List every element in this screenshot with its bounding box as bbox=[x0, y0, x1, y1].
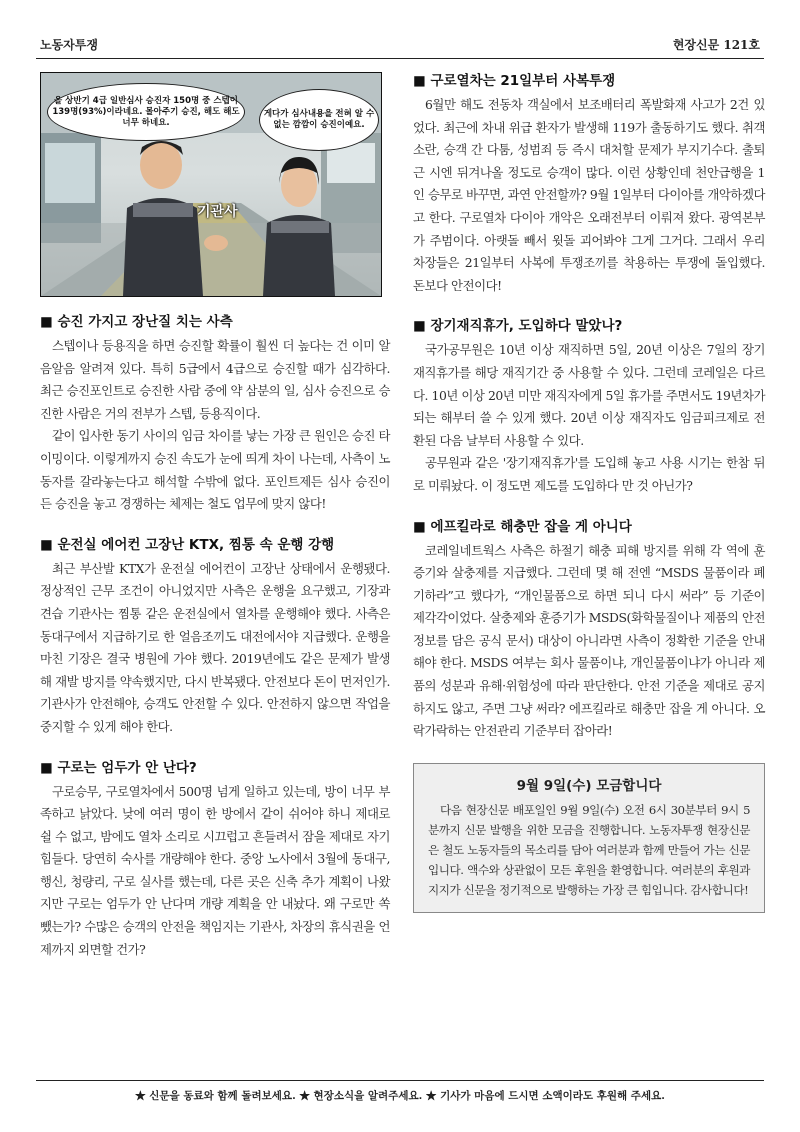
article-paragraph: 6월만 해도 전동차 객실에서 보조배터리 폭발화재 사고가 2건 있었다. 최근에 차내 위급 환자가 발생해 119가 출동하기도 했다. 취객 소란, 승객 간 다툼, 성범죄 등 즉시 대처할 문제가 부지기수다. 출퇴근 시엔 뒤겨나올 정도로 승객이 많다. 이런 상황인데 천안급행을 1인 승무로 바꾸면, 과연 안전할까? 9월 1일부터 다이아를 개악하겠다고 한다. 구로열차 다이아 개악은 오래전부터 이뤄져 왔다. 광역본부가 주범이다. 아랫돌 빼서 윗돌 괴어봐야 그게 그거다. 그래서 우리 차장들은 21일부터 사복에 투쟁조끼를 착용하는 투쟁에 돌입했다. 돈보다 안전이다! bbox=[413, 97, 765, 293]
article-title: ■ 승진 가지고 장난질 치는 사측 bbox=[40, 314, 233, 330]
right-column bbox=[413, 72, 765, 913]
article-paragraph: 구로승무, 구로열차에서 500명 넘게 일하고 있는데, 방이 너무 부족하고 낡았다. 낮에 여러 명이 한 방에서 같이 쉬어야 하니 제대로 쉴 수 없고, 밤에도 열차 소리로 시끄럽고 흔들려서 잠을 제대로 자기 힘들다. 당연히 숙사를 개량해야 한다. 중앙 노사에서 3월에 동대구, 행신, 청량리, 구로 실사를 했는데, 다른 곳은 신축 추가 계획이 나왔지만 구로는 엄두가 안 난다며 개량 계획을 안 내놨다. 왜 구로만 쏙 뺐는가? 수많은 승객의 안전을 책임지는 기관사, 차장의 휴식권을 언제까지 외면할 건가? bbox=[40, 783, 390, 957]
article-guro-dorm bbox=[40, 759, 390, 962]
article-title: ■ 구로열차는 21일부터 사복투쟁 bbox=[413, 73, 616, 89]
issue-number: 현장신문 121호 bbox=[672, 38, 760, 52]
footer-rule bbox=[36, 1080, 764, 1081]
speech-bubble-left: 올 상반기 4급 일반심사 승진자 150명 중 스텝이 139명(93%)이라네요. 몰아주기 승진, 해도 해도 너무 하네요. bbox=[47, 83, 245, 141]
article-paragraph: 스텝이나 등용직을 하면 승진할 확률이 훨씬 더 높다는 건 이미 알음알음 알려져 있다. 특히 5급에서 4급으로 승진할 때가 심각하다. 최근 승진포인트로 승진한 사람 중에 약 삼분의 일, 심사 승진으로 승진한 사람은 거의 전부가 스텝, 등용직이다. bbox=[40, 338, 390, 421]
notice-title: 9월 9일(수) 모금합니다 bbox=[516, 777, 662, 794]
article-ktx-aircon bbox=[40, 536, 390, 739]
article-title: ■ 에프킬라로 해충만 잡을 게 아니다 bbox=[413, 518, 632, 535]
article-paragraph: 공무원과 같은 '장기재직휴가'를 도입해 놓고 사용 시기는 한참 뒤로 미뤄놨다. 이 정도면 제도를 도입하다 만 것 아닌가? bbox=[413, 455, 765, 493]
fundraising-notice bbox=[413, 763, 765, 913]
speech-bubble-right: 게다가 심사내용을 전혀 알 수 없는 깜깜이 승진이예요. bbox=[259, 89, 379, 151]
article-paragraph: 같이 입사한 동기 사이의 임금 차이를 낳는 가장 큰 원인은 승진 타이밍이다. 이렇게까지 승진 속도가 눈에 띄게 차이 나는데, 사측이 노동자를 갈라놓는다고 해석할 수밖에 없다. 포인트제든 심사 승진이든 승진을 놓고 경쟁하는 체제는 철도 업무에 맞지 않다! bbox=[40, 428, 390, 512]
notice-text: 다음 현장신문 배포일인 9월 9일(수) 오전 6시 30분부터 9시 5분까지 신문 발행을 위한 모금을 진행합니다. 노동자투쟁 현장신문은 철도 노동자들의 목소리를 담아 여러분과 함께 만들어 가는 신문입니다. 액수와 상관없이 모든 후원을 환영합니다. 여러분의 후원과 지지가 신문을 정기적으로 발행하는 가장 큰 힘입니다. 감사합니다! bbox=[428, 802, 750, 897]
cartoon-caption: 기관사 bbox=[197, 204, 238, 220]
article-title: ■ 장기재직휴가, 도입하다 말았나? bbox=[413, 318, 623, 335]
article-insecticide bbox=[413, 518, 765, 743]
article-paragraph: 코레일네트웍스 사측은 하절기 해충 피해 방지를 위해 각 역에 훈증기와 살충제를 지급했다. 그런데 몇 해 전엔 “MSDS 물품이라 폐기하라”고 했다가, “개인물품으로 하면 되니 다시 써라” 등 기준이 제각각이었다. 살충제와 훈증기가 MSDS(화학물질이나 제품의 안전 정보를 담은 공식 문서) 대상이 아니라면 사측이 정확한 기준을 안내해야 한다. MSDS 여부는 회사 물품이냐, 개인물품이냐가 아니라 제품의 성분과 유해·위험성에 따라 판단한다. 안전 기준을 제대로 공지하지도 않고, 주면 그냥 써라? 에프킬라로 해충만 잡을 게 아니다. 오락가락하는 안전관리 기준부터 잡아라! bbox=[413, 542, 765, 739]
article-promotion bbox=[40, 313, 390, 516]
header-rule bbox=[36, 58, 764, 59]
article-paragraph: 국가공무원은 10년 이상 재직하면 5일, 20년 이상은 7일의 장기재직휴가를 해당 재직기간 중 사용할 수 있다. 그런데 코레일은 다르다. 10년 이상 20년 미만 재직자에게 5일 휴가를 주면서도 19년차가 되는 해부터 쓸 수 있게 했다. 20년 이상 재직자도 임금피크제로 전환된 다음 날부터 사용할 수 있다. bbox=[413, 342, 765, 448]
left-column bbox=[40, 72, 390, 981]
article-title: ■ 구로는 엄두가 안 난다? bbox=[40, 759, 197, 776]
article-paragraph: 최근 부산발 KTX가 운전실 에어컨이 고장난 상태에서 운행됐다. 정상적인 근무 조건이 아니었지만 사측은 운행을 요구했고, 기장과 견습 기관사는 찜통 같은 운전실에서 열차를 운행해야 했다. 사측은 동대구에서 지급하기로 한 얼음조끼도 대전에서야 지급했다. 운행을 마친 기장은 결국 병원에 가야 했다. 2019년에도 같은 문제가 발생해 재발 방지를 약속했지만, 다시 반복됐다. 안전보다 돈이 먼저인가. 기관사가 안전해야, 승객도 안전할 수 있다. 안전하지 않으면 작업을 중지할 수 있게 해야 한다. bbox=[40, 560, 390, 734]
footer-note: ★ 신문을 동료와 함께 돌려보세요. ★ 현장소식을 알려주세요. ★ 기사가 마음에 드시면 소액이라도 후원해 주세요. bbox=[135, 1090, 665, 1102]
article-long-service-leave bbox=[413, 317, 765, 497]
article-guro-plainclothes bbox=[413, 72, 765, 297]
newspaper-name: 노동자투쟁 bbox=[40, 38, 98, 52]
article-title: ■ 운전실 에어컨 고장난 KTX, 찜통 속 운행 강행 bbox=[40, 536, 335, 553]
cartoon-illustration bbox=[40, 72, 382, 297]
